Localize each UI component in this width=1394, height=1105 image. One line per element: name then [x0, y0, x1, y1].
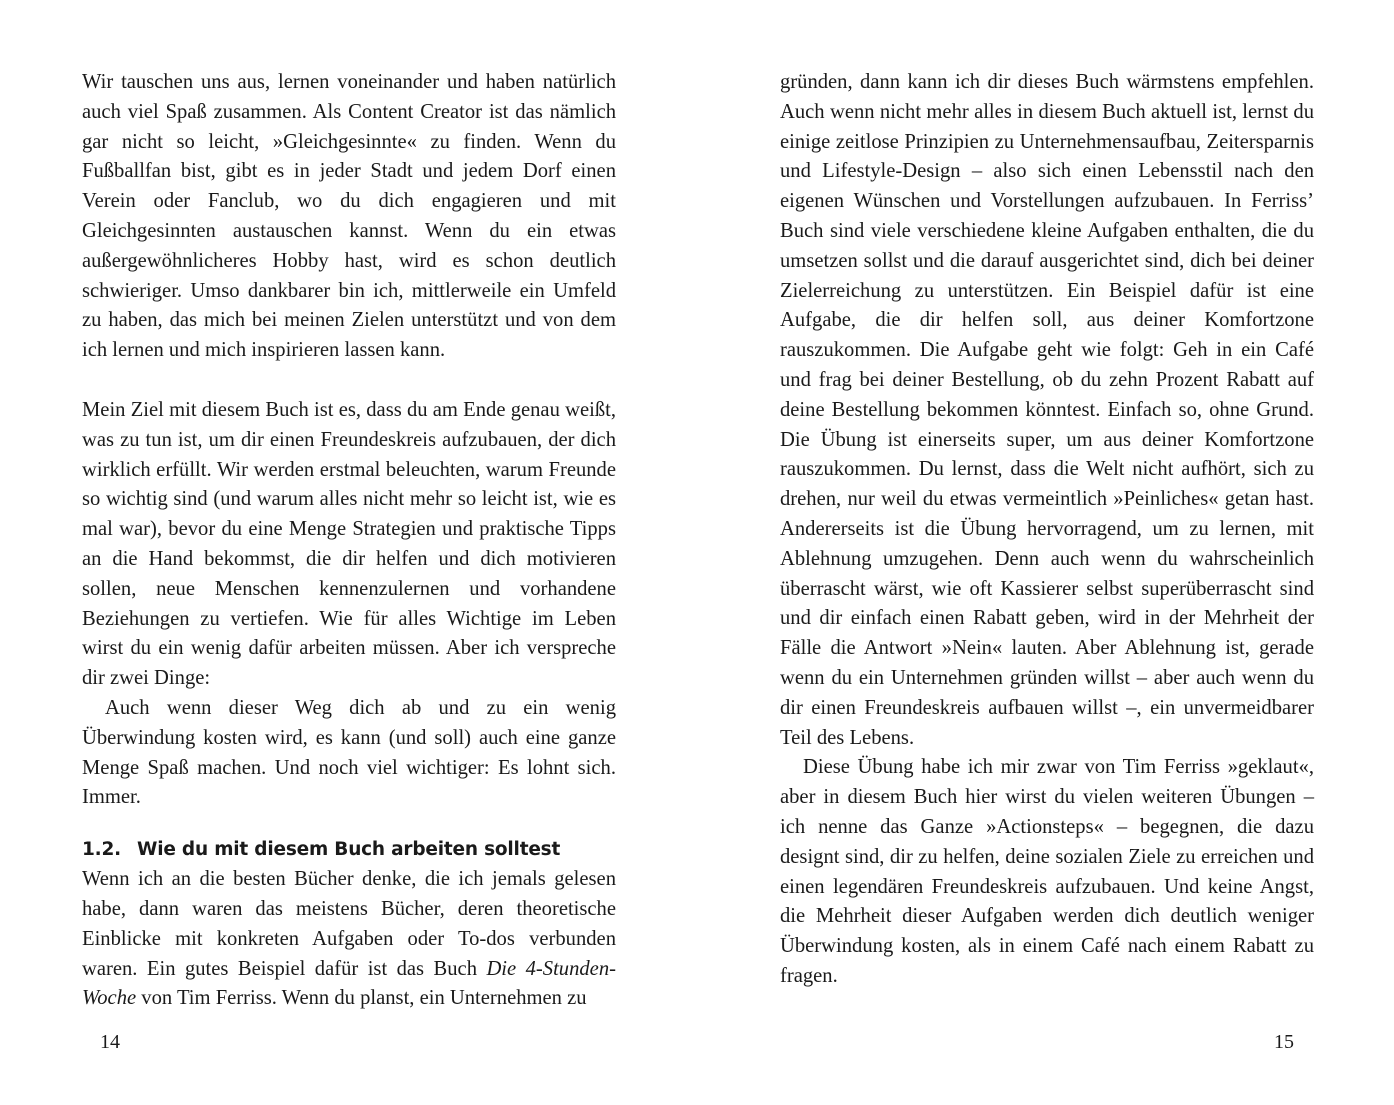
section-number: 1.2.: [82, 839, 122, 861]
right-paragraph-1: gründen, dann kann ich dir dieses Buch wärmstens empfehlen. Auch wenn nicht mehr alles in diesem Buch aktuell ist, lernst du einige zeitlose Prinzipien zu Unternehmensaufbau, Zeitersparnis und Lifestyle-Design – also sich einen Lebensstil nach den eigenen Wünschen und Vorstellungen aufzubauen. In Ferriss’ Buch sind viele verschiedene kleine Aufgaben enthalten, die du umsetzen sollst und die darauf ausgerichtet sind, dich bei deiner Zielerreichung zu unterstützen. Ein Beispiel dafür ist eine Aufgabe, die dir helfen soll, aus deiner Komfortzone rauszukommen. Die Aufgabe geht wie folgt: Geh in ein Café und frag bei deiner Bestellung, ob du zehn Prozent Rabatt auf deine Bestellung bekommen könntest. Einfach so, ohne Grund. Die Übung ist einerseits super, um aus deiner Komfortzone rauszukommen. Du lernst, dass die Welt nicht aufhört, sich zu drehen, nur weil du etwas vermeintlich »Peinliches« getan hast. Andererseits ist die Übung hervorragend, um zu lernen, mit Ablehnung umzugehen. Denn auch wenn du wahrscheinlich überrascht wärst, wie oft Kassierer selbst superüberrascht sind und dir einfach einen Rabatt geben, wird in der Mehrheit der Fälle die Antwort »Nein« lauten. Aber Ablehnung ist, gerade wenn du ein Unternehmen gründen willst – aber auch wenn du dir einen Freundeskreis aufbauen willst –, ein unvermeidbarer Teil des Lebens.: [780, 71, 1314, 749]
section-title: Wie du mit diesem Buch arbeiten solltest: [137, 839, 561, 861]
page-number-left: 14: [100, 1031, 120, 1053]
left-paragraph-4: [82, 865, 616, 1014]
section-heading: [82, 835, 616, 865]
right-page: [780, 68, 1314, 1008]
book-title: Die 4-Stunden-Woche: [82, 957, 616, 1010]
left-paragraph-3: Auch wenn dieser Weg dich ab und zu ein wenig Überwindung kosten wird, es kann (und soll) auch eine ganze Menge Spaß machen. Und noch viel wichtiger: Es lohnt sich. Immer.: [82, 696, 616, 809]
paragraph-4-end: von Tim Ferriss. Wenn du planst, ein Unternehmen zu: [136, 987, 587, 1010]
page-number-right: 15: [1274, 1031, 1294, 1053]
left-paragraph-2: Mein Ziel mit diesem Buch ist es, dass du am Ende genau weißt, was zu tun ist, um dir einen Freundeskreis aufzubauen, der dich wirklich erfüllt. Wir werden erstmal beleuchten, warum Freunde so wichtig sind (und warum alles nicht mehr so leicht ist, wie es mal war), bevor du eine Menge Strategien und praktische Tipps an die Hand bekommst, die dir helfen und dich motivieren sollen, neue Menschen kennenzulernen und vorhandene Beziehungen zu vertiefen. Wie für alles Wichtige im Leben wirst du ein wenig dafür arbeiten müssen. Aber ich verspreche dir zwei Dinge:: [82, 398, 616, 690]
right-paragraph-2: Diese Übung habe ich mir zwar von Tim Ferriss »geklaut«, aber in diesem Buch hier wirst du vielen weiteren Übungen – ich nenne das Ganze »Actionsteps« – begegnen, die dazu designt sind, dir zu helfen, deine sozialen Ziele zu erreichen und einen legendären Freundeskreis aufzubauen. Und keine Angst, die Mehrheit dieser Aufgaben werden dich deutlich weniger Überwindung kosten, als in einem Café nach einem Rabatt zu fragen.: [780, 756, 1314, 987]
left-paragraph-1: Wir tauschen uns aus, lernen voneinander und haben natürlich auch viel Spaß zusammen. Als Content Creator ist das nämlich gar nicht so leicht, »Gleichgesinnte« zu finden. Wenn du Fußballfan bist, gibt es in jeder Stadt und jedem Dorf einen Verein oder Fanclub, wo du dich engagieren und mit Gleichgesinnten austauschen kannst. Wenn du ein etwas außergewöhnlicheres Hobby hast, wird es schon deutlich schwieriger. Umso dankbarer bin ich, mittlerweile ein Umfeld zu haben, das mich bei meinen Zielen unterstützt und von dem ich lernen und mich inspirieren lassen kann.: [82, 71, 616, 362]
paragraph-4-start: Wenn ich an die besten Bücher denke, die ich jemals gelesen habe, dann waren das meistens Bücher, deren theoretische Einblicke mit konkreten Aufgaben oder To-dos verbunden waren. Ein gutes Beispiel dafür ist das Buch: [82, 868, 616, 980]
left-page: [82, 68, 616, 1008]
